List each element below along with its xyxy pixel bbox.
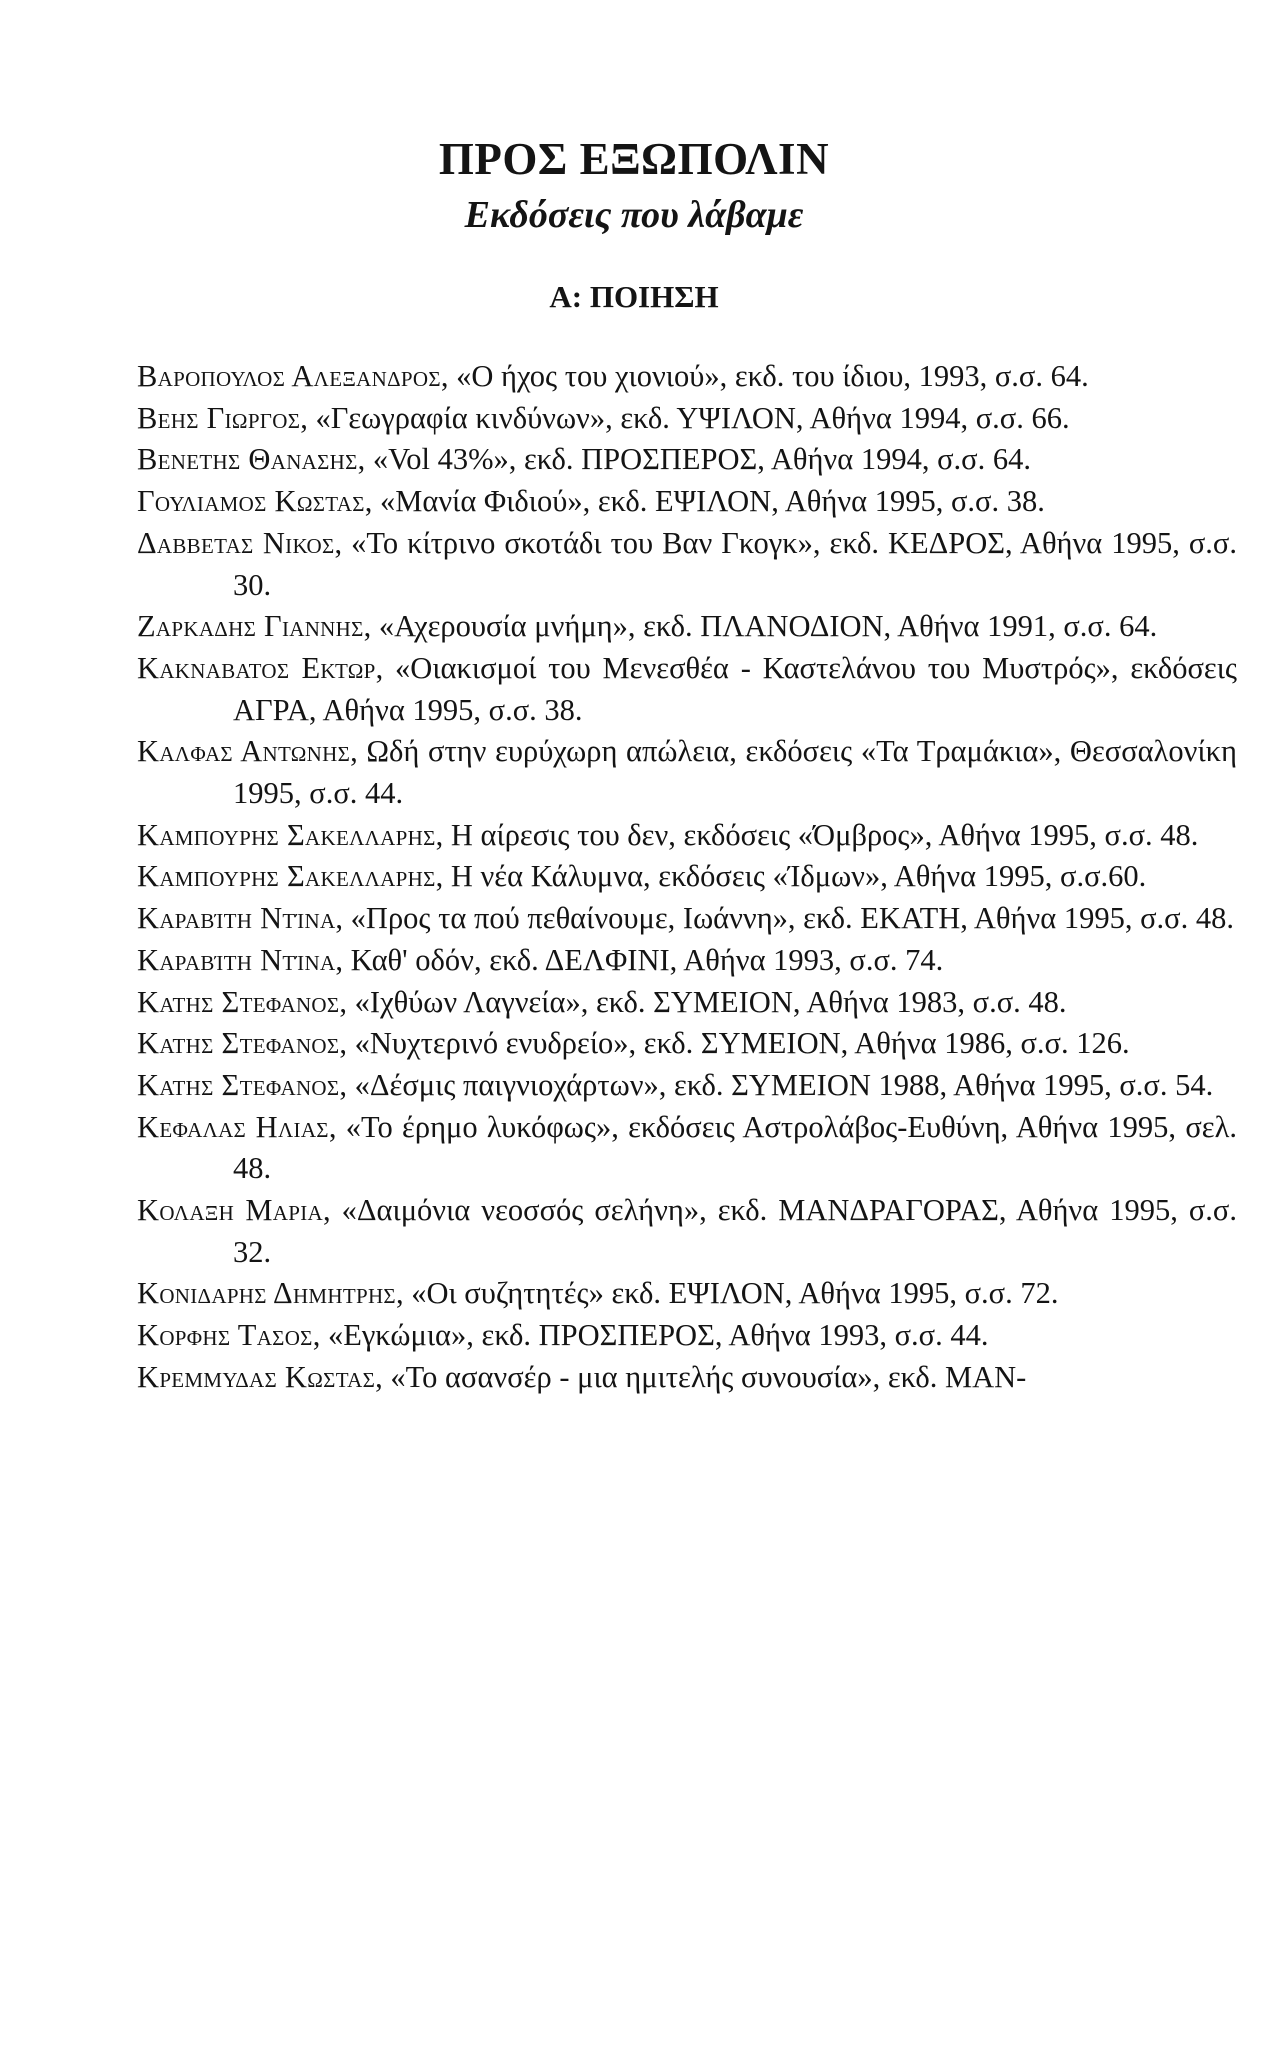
entry-details: , «Δέσμις παιγνιοχάρτων», εκδ. ΣΥΜΕΙΟΝ 1988, Αθήνα 1995, σ.σ. 54. <box>339 1067 1214 1102</box>
entry-author: Βεης Γιωργος <box>137 400 301 435</box>
entry-details: , Ωδή στην ευρύχωρη απώλεια, εκδόσεις «Τα Τραμάκια», Θεσσαλονίκη 1995, σ.σ. 44. <box>233 734 1237 811</box>
publication-entry <box>137 523 1237 606</box>
entry-details: , Η αίρεσις του δεν, εκδόσεις «Όμβρος», Αθήνα 1995, σ.σ. 48. <box>435 817 1199 852</box>
publication-entry <box>137 731 1237 814</box>
entry-details: , «Ο ήχος του χιονιού», εκδ. του ίδιου, 1993, σ.σ. 64. <box>440 359 1089 393</box>
section-heading: Α: ΠΟΙΗΣΗ <box>549 279 719 314</box>
entry-author: Κορφης Τασος <box>137 1318 313 1353</box>
entry-author: Βενετης Θανασης <box>137 442 358 477</box>
entry-details: , «Οι συζητητές» εκδ. ΕΨΙΛΟΝ, Αθήνα 1995, σ.σ. 72. <box>395 1276 1059 1311</box>
entry-author: Κατης Στεφανος <box>137 1067 340 1102</box>
entry-author: Καραβίτη Ντίνα <box>137 901 336 936</box>
publication-entry <box>137 815 1237 857</box>
publication-entry <box>137 481 1237 523</box>
publication-entry <box>137 898 1237 940</box>
publication-entry <box>137 1190 1237 1273</box>
publication-entry <box>137 356 1237 398</box>
entry-author: Καλφας Αντωνης <box>137 734 351 769</box>
entry-details: , «Γεωγραφία κινδύνων», εκδ. ΥΨΙΛΟΝ, Αθήνα 1994, σ.σ. 66. <box>300 400 1070 435</box>
publication-entry <box>137 439 1237 481</box>
publication-entry <box>137 1315 1237 1357</box>
publication-entry <box>137 940 1237 982</box>
entry-author: Καμπουρης Σακελλαρης <box>137 859 436 894</box>
entry-details: , «Οιακισμοί του Μενεσθέα - Καστελάνου του Μυστρός», εκδόσεις ΑΓΡΑ, Αθήνα 1995, σ.σ. 38. <box>233 650 1237 727</box>
page-title: ΠΡΟΣ ΕΞΩΠΟΛΙΝ <box>438 134 830 184</box>
entry-author: Κολαξη Μαρια <box>137 1193 323 1228</box>
entry-details: , Η νέα Κάλυμνα, εκδόσεις «Ίδμων», Αθήνα 1995, σ.σ.60. <box>435 859 1147 894</box>
publication-entry <box>137 982 1237 1024</box>
entry-author: Καραβίτη Ντίνα <box>137 942 336 977</box>
publication-entry <box>137 856 1237 898</box>
publication-entry <box>137 1357 1237 1399</box>
publications-list <box>137 356 1237 1399</box>
publication-entry <box>137 606 1237 648</box>
entry-author: Κατης Στεφανος <box>137 984 340 1019</box>
entry-details: , «Μανία Φιδιού», εκδ. ΕΨΙΛΟΝ, Αθήνα 1995, σ.σ. 38. <box>364 484 1045 519</box>
entry-details: , «Το ασανσέρ - μια ημιτελής συνουσία», εκδ. ΜΑΝ- <box>375 1359 1027 1394</box>
entry-author: Κονιδαρης Δημητρης <box>137 1276 396 1311</box>
publication-entry <box>137 398 1237 440</box>
entry-author: Κατης Στεφανος <box>137 1026 340 1061</box>
entry-details: , «Προς τα πού πεθαίνουμε, Ιωάννη», εκδ. ΕΚΑΤΗ, Αθήνα 1995, σ.σ. 48. <box>335 901 1234 936</box>
entry-author: Καμπουρης Σακελλαρης <box>137 817 436 852</box>
entry-details: , «Νυχτερινό ενυδρείο», εκδ. ΣΥΜΕΙΟΝ, Αθήνα 1986, σ.σ. 126. <box>339 1026 1130 1061</box>
entry-details: , «Το έρημο λυκόφως», εκδόσεις Αστρολάβος-Ευθύνη, Αθήνα 1995, σελ. 48. <box>233 1109 1237 1186</box>
publication-entry <box>137 648 1237 731</box>
publication-entry <box>137 1023 1237 1065</box>
publication-entry <box>137 1107 1237 1190</box>
entry-author: Κεφαλας Ηλιας <box>137 1109 329 1144</box>
entry-details: , Καθ' οδόν, εκδ. ΔΕΛΦΙΝΙ, Αθήνα 1993, σ.σ. 74. <box>335 942 944 977</box>
entry-author: Κρεμμυδας Κωστας <box>137 1359 376 1394</box>
entry-details: , «Αχερουσία μνήμη», εκδ. ΠΛΑΝΟΔΙΟΝ, Αθήνα 1991, σ.σ. 64. <box>363 609 1158 644</box>
entry-details: , «Ιχθύων Λαγνεία», εκδ. ΣΥΜΕΙΟΝ, Αθήνα 1983, σ.σ. 48. <box>339 984 1067 1019</box>
publication-entry <box>137 1065 1237 1107</box>
entry-details: , «Το κίτρινο σκοτάδι του Βαν Γκογκ», εκδ. ΚΕΔΡΟΣ, Αθήνα 1995, σ.σ. 30. <box>233 525 1237 602</box>
publication-entry <box>137 1273 1237 1315</box>
entry-author: Δαββετας Νικος <box>137 525 335 560</box>
entry-details: , «Δαιμόνια νεοσσός σελήνη», εκδ. ΜΑΝΔΡΑΓΟΡΑΣ, Αθήνα 1995, σ.σ. 32. <box>233 1193 1237 1269</box>
entry-author: Γουλιαμος Κωστας <box>137 484 365 519</box>
entry-author: Ζαρκαδης Γιαννης <box>137 609 364 644</box>
entry-details: , «Vol 43%», εκδ. ΠΡΟΣΠΕΡΟΣ, Αθήνα 1994, σ.σ. 64. <box>357 442 1031 477</box>
entry-details: , «Εγκώμια», εκδ. ΠΡΟΣΠΕΡΟΣ, Αθήνα 1993, σ.σ. 44. <box>312 1318 989 1353</box>
page-subtitle: Εκδόσεις που λάβαμε <box>464 194 804 236</box>
entry-author: Κακναβατος Εκτωρ <box>137 650 376 685</box>
entry-author: Βαροπουλος Αλεξανδρος <box>137 359 441 393</box>
